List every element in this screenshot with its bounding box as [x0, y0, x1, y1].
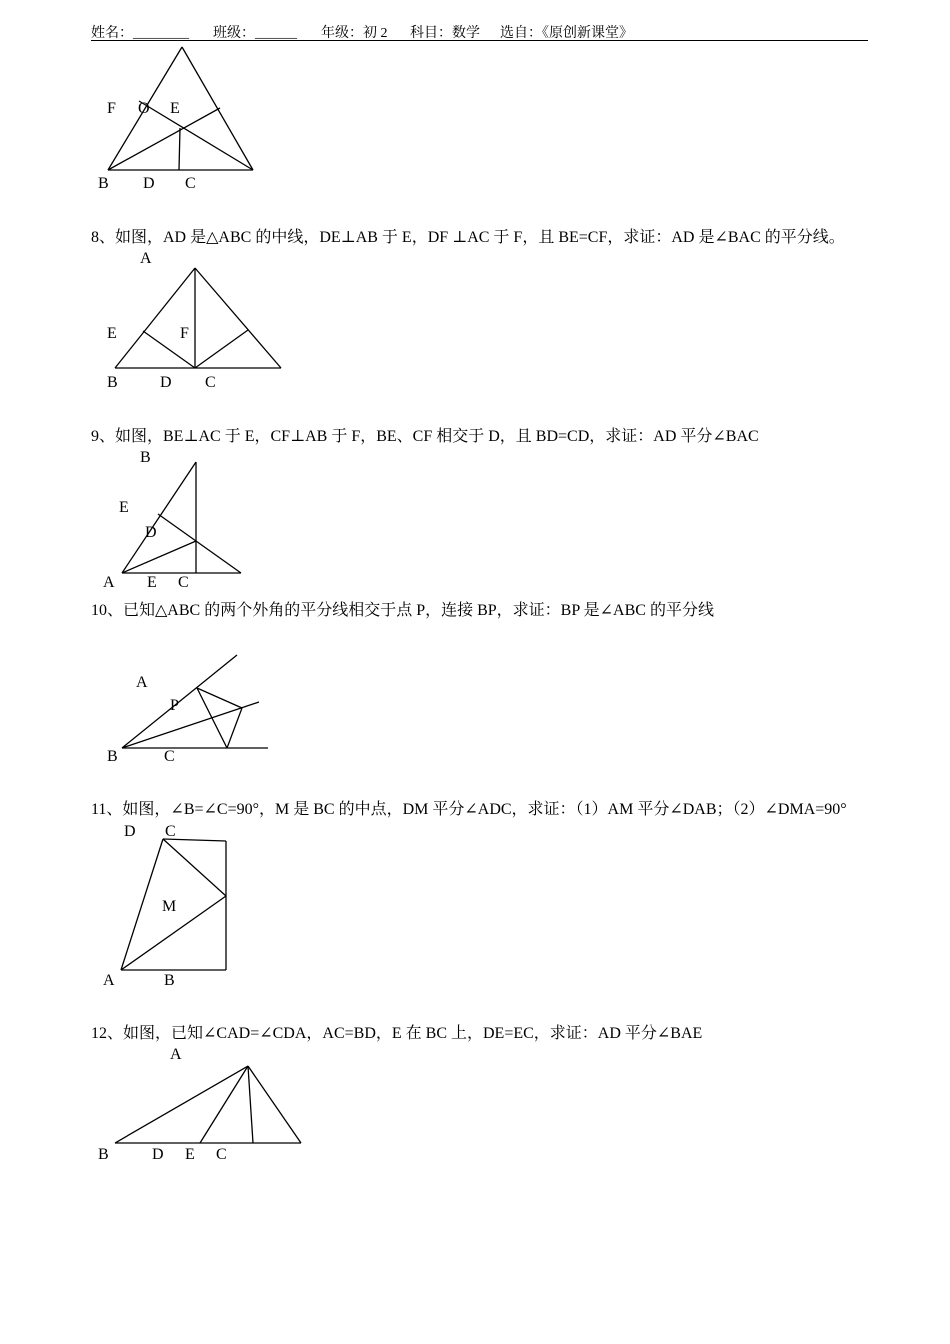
- fig12-segment-ae: [248, 1066, 253, 1143]
- fig7-label-f: F: [107, 100, 116, 117]
- fig9-label-c: C: [178, 574, 189, 591]
- fig12-label-d: D: [152, 1146, 164, 1163]
- fig9-label-d: D: [145, 524, 157, 541]
- fig8-perp-df: [195, 330, 248, 368]
- fig11-side-ad: [121, 839, 163, 970]
- fig10-segment-pc: [227, 708, 242, 748]
- fig7-label-d: D: [143, 175, 155, 192]
- fig10-segment-ac: [197, 688, 227, 748]
- fig10-label-b: B: [107, 748, 118, 765]
- grade-label: 年级：初 2: [321, 26, 388, 41]
- name-field-label: 姓名：________: [91, 26, 189, 41]
- fig7-segment-cf: [139, 101, 253, 170]
- fig9-label-e-base: E: [147, 574, 157, 591]
- figure-9: [122, 462, 241, 573]
- fig11-label-a: A: [103, 972, 115, 989]
- question-11-text: 11、如图，∠B=∠C=90°，M 是 BC 的中点，DM 平分∠ADC，求证：（1）AM 平分∠DAB；（2）∠DMA=90°: [91, 801, 847, 818]
- fig8-label-a: A: [140, 250, 152, 267]
- fig9-label-e: E: [119, 499, 129, 516]
- fig12-label-c: C: [216, 1146, 227, 1163]
- fig9-label-a: A: [103, 574, 115, 591]
- figure-10: [122, 655, 268, 748]
- class-field-label: 班级：______: [213, 26, 297, 41]
- figure-8: [115, 268, 281, 368]
- subject-label: 科目：数学: [410, 26, 480, 41]
- fig9-segment-cf: [158, 514, 241, 573]
- fig11-label-c: C: [165, 823, 176, 840]
- question-9-text: 9、如图，BE⊥AC 于 E，CF⊥AB 于 F，BE、CF 相交于 D，且 BD=CD，求证：AD 平分∠BAC: [91, 428, 759, 445]
- fig12-label-e: E: [185, 1146, 195, 1163]
- figure-12: [115, 1066, 301, 1143]
- fig8-label-b: B: [107, 374, 118, 391]
- fig11-label-m: M: [162, 898, 177, 915]
- question-10-text: 10、已知△ABC 的两个外角的平分线相交于点 P，连接 BP，求证：BP 是∠ABC 的平分线: [91, 602, 714, 619]
- fig7-label-o: O: [138, 100, 150, 117]
- fig12-label-b: B: [98, 1146, 109, 1163]
- fig7-label-e: E: [170, 100, 180, 117]
- fig8-side-ac: [195, 268, 281, 368]
- fig7-segment-od: [179, 128, 180, 170]
- fig11-label-d: D: [124, 823, 136, 840]
- fig10-segment-bp: [122, 702, 259, 748]
- fig8-label-d: D: [160, 374, 172, 391]
- fig12-label-a: A: [170, 1046, 182, 1063]
- fig10-label-a: A: [136, 674, 148, 691]
- fig11-segment-dm: [163, 839, 226, 896]
- fig12-side-ab: [115, 1066, 248, 1143]
- fig12-segment-ad: [200, 1066, 248, 1143]
- question-8-text: 8、如图，AD 是△ABC 的中线，DE⊥AB 于 E，DF ⊥AC 于 F，且 BE=CF，求证：AD 是∠BAC 的平分线。: [91, 229, 845, 246]
- fig8-label-f: F: [180, 325, 189, 342]
- fig12-side-ac: [248, 1066, 301, 1143]
- fig10-label-c: C: [164, 748, 175, 765]
- fig10-segment-ap: [197, 688, 242, 708]
- fig7-label-c: C: [185, 175, 196, 192]
- fig8-side-ab: [115, 268, 195, 368]
- fig10-label-p: P: [170, 697, 179, 714]
- source-label: 选自：《原创新课堂》: [500, 26, 633, 41]
- figure-7: [108, 47, 253, 170]
- fig8-label-c: C: [205, 374, 216, 391]
- fig7-side-ac: [182, 47, 253, 170]
- fig7-segment-be: [108, 108, 220, 170]
- fig7-label-b: B: [98, 175, 109, 192]
- question-12-text: 12、如图，已知∠CAD=∠CDA，AC=BD，E 在 BC 上，DE=EC，求证：AD 平分∠BAE: [91, 1025, 703, 1042]
- fig8-label-e: E: [107, 325, 117, 342]
- fig11-label-b: B: [164, 972, 175, 989]
- fig9-label-b: B: [140, 449, 151, 466]
